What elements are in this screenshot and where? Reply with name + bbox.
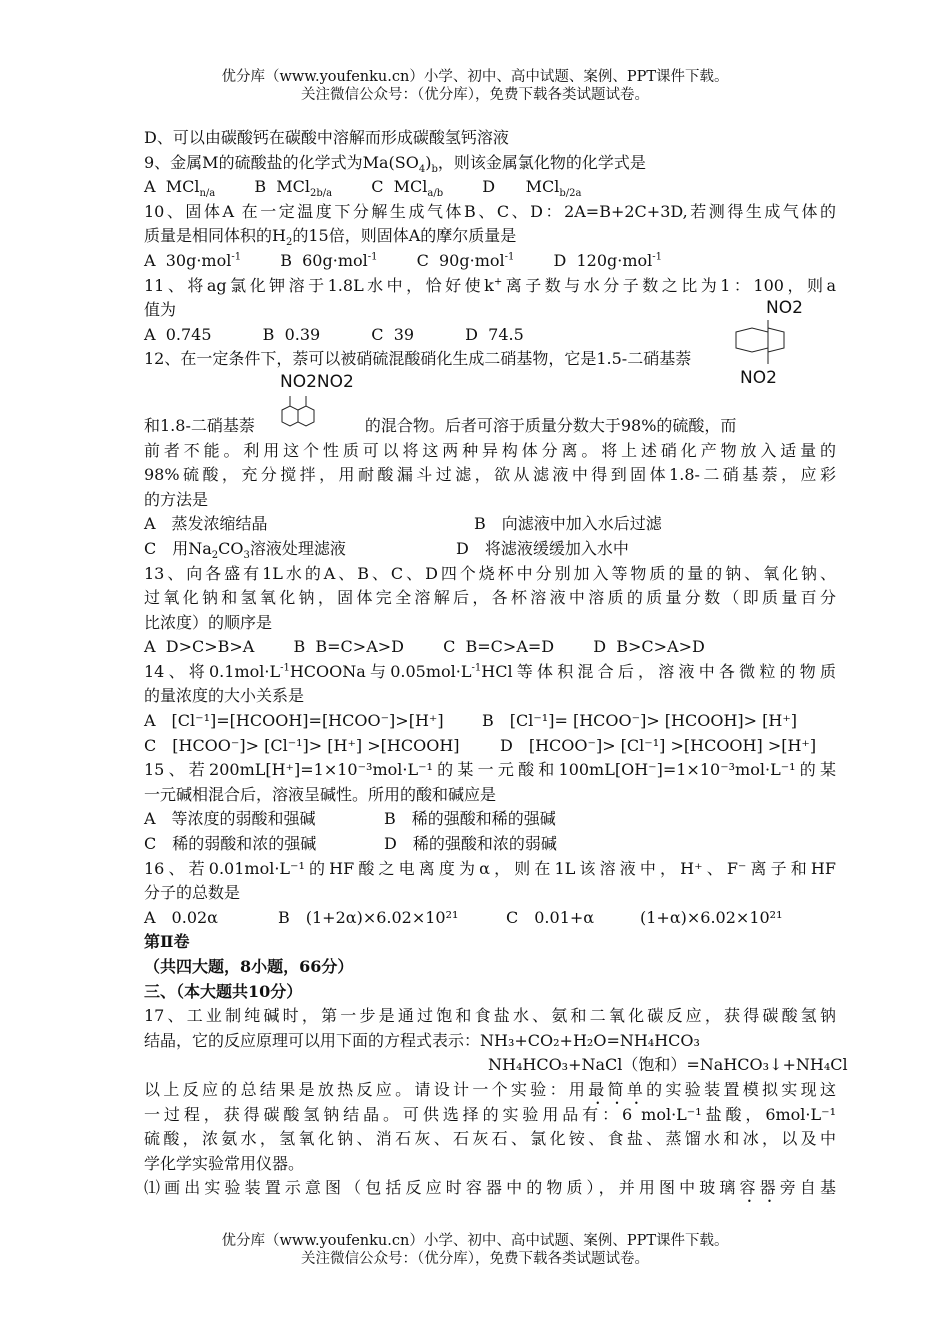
q17-line-4: 以上反应的总结果是放热反应。请设计一个实验：用最简单的实验装置模拟实现这 [144, 1079, 836, 1099]
q10-line-2: 质量是相同体积的$H_2$的15倍，则固体A的摩尔质量是 [144, 226, 517, 249]
page-footer [0, 1232, 950, 1268]
q15-line-1: 15、若200mL[H⁺]=1×10⁻³mol·L⁻¹的某一元酸和100mL[OH⁻]=1×10⁻³mol·L⁻¹的某 [144, 760, 836, 780]
q14-option-a: A [Cl⁻¹]=[HCOOH]=[HCOO⁻]>[H⁺] [144, 711, 444, 731]
q11-line-2: 值为 [144, 300, 177, 320]
q16-option-d: (1+α)×6.02×10²¹ [640, 907, 783, 927]
footer-line-1: 优分库（www.youfenku.cn）小学、初中、高中试题、案例、PPT课件下载。 [221, 1233, 729, 1249]
structure-no2no2-label: NO2NO2 [280, 372, 354, 392]
q17-line-6: 硫酸，浓氨水，氢氧化钠、消石灰、石灰石、氯化铵、食盐、蒸馏水和冰，以及中 [144, 1129, 836, 1149]
q15-option-d: D 稀的强酸和浓的弱碱 [384, 834, 557, 854]
page-header [0, 68, 950, 104]
q12-line-1: 12、在一定条件下，萘可以被硝硫混酸硝化生成二硝基物，它是1.5-二硝基萘 [144, 349, 692, 369]
q12-line-3: 前者不能。利用这个性质可以将这两种异构体分离。将上述硝化产物放入适量的 [144, 440, 836, 460]
q10-option-d: D 120g·mol$^{-1}$ [553, 250, 662, 270]
q15-option-c: C 稀的弱酸和浓的强碱 [144, 834, 317, 854]
q15-options-ab [144, 807, 836, 832]
part2-subtitle: （共四大题，8小题，66分） [144, 957, 354, 976]
q12-option-d: D 将滤液缓缓加入水中 [456, 538, 629, 558]
structure-no2-bottom-label: NO2 [740, 368, 777, 388]
q17-line-1: 17、工业制纯碱时，第一步是通过饱和食盐水、氨和二氧化碳反应，获得碳酸氢钠 [144, 1006, 836, 1026]
q9-option-d: D MCl$_{b/2a}$ [482, 177, 582, 200]
header-line-1: 优分库（www.youfenku.cn）小学、初中、高中试题、案例、PPT课件下载。 [221, 69, 729, 85]
q13-line-2: 过氧化钠和氢氧化钠，固体完全溶解后，各杯溶液中溶质的质量分数（即质量百分 [144, 588, 836, 608]
q14-option-d: D [HCOO⁻]> [Cl⁻¹] >[HCOOH] >[H⁺] [500, 735, 817, 755]
q12-option-a: A 蒸发浓缩结晶 [144, 514, 268, 534]
part2-title: 第Ⅱ卷 [144, 932, 190, 952]
q12-line-4: 98%硫酸，充分搅拌，用耐酸漏斗过滤，欲从滤液中得到固体1.8-二硝基萘，应彩 [144, 465, 836, 485]
q11-options [144, 323, 836, 348]
q12-options-cd [144, 537, 836, 562]
q9-option-c: C MCl$_{a/b}$ [371, 177, 444, 200]
q13-option-c: C B=C>A=D [443, 637, 555, 657]
q14-line-1: 14、将$0.1mol\cdot L^{-1}HCOONa$与$0.05mol\cdot L^{-1}HCl$等体积混合后，溶液中各微粒的物质 [144, 661, 836, 681]
q13-line-3: 比浓度）的顺序是 [144, 612, 273, 632]
footer-line-2: 关注微信公众号：（优分库），免费下载各类试题试卷。 [301, 1251, 649, 1267]
q15-options-cd [144, 832, 836, 857]
q14-options-cd [144, 734, 836, 759]
q12-option-b: B 向滤液中加入水后过滤 [474, 514, 662, 534]
q14-options-ab [144, 709, 836, 734]
structure-no2-top-label: NO2 [766, 298, 803, 318]
q9-option-a: A MCl$_{n/a}$ [144, 177, 216, 200]
q17-line-2: 结晶，它的反应原理可以用下面的方程式表示：NH₃+CO₂+H₂O=NH₄HCO₃ [144, 1030, 700, 1050]
q15-line-2: 一元碱相混合后，溶液呈碱性。所用的酸和碱应是 [144, 784, 497, 804]
q9-options [144, 175, 836, 200]
q10-option-c: C 90g·mol$^{-1}$ [416, 250, 515, 270]
q16-option-b: B (1+2α)×6.02×10²¹ [278, 907, 459, 927]
q8-option-d: D、可以由碳酸钙在碳酸中溶解而形成碳酸氢钙溶液 [144, 128, 509, 147]
q16-options [144, 906, 836, 931]
q10-options [144, 249, 836, 274]
q14-option-b: B [Cl⁻¹]= [HCOO⁻]> [HCOOH]> [H⁺] [482, 711, 798, 731]
q11-option-d: D 74.5 [465, 324, 524, 344]
q11-option-c: C 39 [371, 324, 415, 344]
q11-option-b: B 0.39 [262, 324, 321, 344]
q14-option-c: C [HCOO⁻]> [Cl⁻¹]> [H⁺] >[HCOOH] [144, 735, 460, 755]
q16-line-2: 分子的总数是 [144, 883, 241, 903]
section3-heading: 三、（本大题共10分） [144, 981, 303, 1001]
q17-line-7: 学化学实验常用仪器。 [144, 1153, 305, 1173]
q13-option-d: D B>C>A>D [593, 637, 705, 657]
header-line-2: 关注微信公众号：（优分库），免费下载各类试题试卷。 [301, 87, 649, 103]
q12-line-5: 的方法是 [144, 489, 209, 509]
q10-option-b: B 60g·mol$^{-1}$ [280, 250, 378, 270]
q10-line-1: 10、固体A 在一定温度下分解生成气体B、C、D：2A=B+2C+3D,若测得生成气体的 [144, 201, 836, 221]
q16-line-1: 16、若0.01mol·L⁻¹的HF酸之电离度为α，则在1L该溶液中，H⁺、F⁻离子和HF [144, 858, 836, 878]
q16-option-c: C 0.01+α [506, 907, 595, 927]
q13-line-1: 13、向各盛有1L水的A、B、C、D四个烧杯中分别加入等物质的量的钠、氧化钠、 [144, 563, 836, 583]
q13-option-b: B B=C>A>D [293, 637, 404, 657]
q14-line-2: 的量浓度的大小关系是 [144, 686, 305, 706]
q10-option-a: A 30g·mol$^{-1}$ [144, 250, 242, 270]
q15-option-b: B 稀的强酸和稀的强碱 [384, 809, 556, 829]
q16-option-a: A 0.02α [144, 907, 218, 927]
q12-option-c: C 用$Na_2CO_3$溶液处理滤液 [144, 538, 346, 562]
q9-stem: 9、金属M的硫酸盐的化学式为$Ma(SO_4)_b$，则该金属氯化物的化学式是 [144, 152, 646, 175]
q12-line-2: 和1.8-二硝基萘 的混合物。后者可溶于质量分数大于98%的硫酸，而 [144, 415, 737, 435]
document-body [144, 126, 848, 1201]
q15-option-a: A 等浓度的弱酸和强碱 [144, 809, 316, 829]
q9-option-b: B MCl$_{2b/a}$ [254, 177, 333, 200]
q17-line-8: ⑴画出实验装置示意图（包括反应时容器中的物质），并用图中玻璃容器旁自基 [144, 1178, 836, 1198]
q13-option-a: A D>C>B>A [144, 637, 255, 657]
q17-line-3: NH₄HCO₃+NaCl（饱和）=NaHCO₃↓+NH₄Cl [488, 1055, 848, 1075]
q11-option-a: A 0.745 [144, 324, 212, 344]
q11-line-1: 11、将ag氯化钾溶于1.8L水中，恰好使k+离子数与水分子数之比为1：100，则a [144, 275, 836, 295]
q12-options-ab [144, 512, 836, 537]
q17-line-5: 一过程，获得碳酸氢钠结晶。可供选择的实验用品有：6 mol·L⁻¹盐酸，6mol·L⁻¹ [144, 1104, 836, 1124]
q13-options [144, 635, 836, 660]
